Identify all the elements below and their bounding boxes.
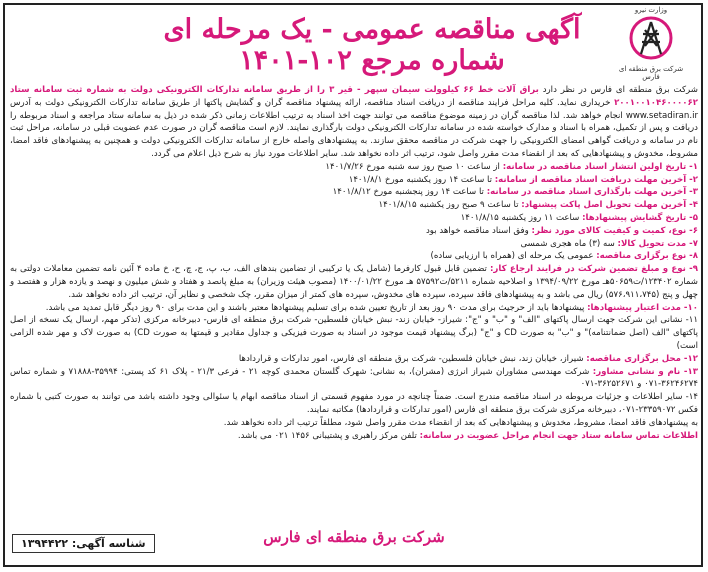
contact-label: اطلاعات تماس سامانه ستاد جهت انجام مراحل عضویت در سامانه:: [419, 430, 698, 441]
list-item: [10, 250, 698, 263]
organization-logo: [612, 6, 690, 86]
title-line-2: شماره مرجع ۱۰۲-۱۴۰۱: [239, 45, 505, 76]
intro-text-2: خریداری نماید. کلیه مراحل فرایند مناقصه از دریافت اسناد مناقصه، ارائه پیشنهاد مناقصه گران و گشایش پاکتها از طریق سامانه تدارکات الکترونیکی دولت به آدرس www.setadiran.ir انجام خواهد شد. لذا مناقصه گران در زمینه موضوع مناقصه می توانند جهت اخذ اسناد به ترتیب اطلاعات زمانی ذکر شده در ذیل به سامانه ستاد مراجعه و اسناد مربوطه را دریافت و پس از تکمیل، همراه با اسناد و مدارک خواسته شده در سامانه تدارکات الکترونیکی دولت بارگذاری نمایند. لازم است مناقصه گران در صورت عدم عضویت قبلی در سامانه، مراحل ثبت نام در سامانه و دریافت گواهی امضای الکترونیکی را جهت شرکت در مناقصه محقق سازند. به پیشنهادهای واصله خارج از سامانه تدارکات الکترونیکی دولت و همچنین به پیشنهادهای فاقد امضا، مشروط، مخدوش و پیشنهادهایی که بعد از انقضاء مدت مقرر واصل شود، ترتیب اثر داده نخواهد شد. سایر اطلاعات مورد نیاز به شرح ذیل اعلام می گردد.: [10, 97, 698, 159]
title-line-1: آگهی مناقصه عمومی - یک مرحله ای: [163, 14, 581, 45]
consultant-text: شرکت مهندسی مشاوران شیراز انرژی (مشران)، به نشانی: شهرک گلستان محمدی کوچه ۲۱ - فرعی ۲۱/۳ - پلاک ۶۱ کد پستی: ۳۵۹۹۴-۷۱۸۸۸ و شماره تماس ۳۶۲۴۶۲۷۴-۰۷۱ و ۳۶۲۵۲۶۷۱-۰۷۱: [10, 366, 698, 390]
contact-text: تلفن مرکز راهبری و پشتیبانی ۱۴۵۶ ۰۲۱ می باشد.: [237, 430, 420, 441]
note-paragraph: به پیشنهادهای فاقد امضا، مشروط، مخدوش و پیشنهادهایی که بعد از انقضاء مدت مقرر واصل شود، مطلقاً ترتیب اثر داده نخواهد شد.: [223, 417, 698, 428]
list-item: [10, 174, 698, 187]
address-paragraph: ۱۱- نشانی این شرکت جهت ارسال پاکتهای "الف" و "ب" و "ج": شیراز- خیابان زند- نبش خیابان فلسطین- شرکت برق منطقه ای فارس- دبیرخانه مرکزی (تذکر مهم، ارسال یک نسخه از اصل پاکتهای "الف (اصل ضمانتنامه)" و "ب" به صورت CD و "ج" (برگ پیشنهاد قیمت موجود در اسناد به صورت فیزیکی و جداول مقادیر و قیمتها به صورت CD) به صورت لاک و مهر شده الزامی است): [10, 315, 698, 351]
intro-text-1: شرکت برق منطقه ای فارس در نظر دارد: [538, 85, 698, 95]
item-value: ساعت ۱۱ روز یکشنبه ۱۴۰۱/۸/۱۵: [460, 212, 583, 223]
logo-top-text: وزارت نیرو: [634, 6, 668, 14]
guarantee-paragraph: [10, 263, 698, 301]
item-value: عمومی یک مرحله ای (همراه با ارزیابی ساده): [430, 251, 597, 262]
notice-body: [10, 84, 698, 524]
item-label: ۵- تاریخ گشایش پیشنهادها:: [582, 212, 698, 223]
item-value: وفق اسناد مناقصه خواهد بود: [425, 225, 532, 236]
validity-text: پیشنهادها باید از حرجیث برای مدت ۹۰ روز بعد از تاریخ تعیین شده برای تسلیم پیشنهادها معتبر باشند و این مدت برای ۹۰ روز دیگر قابل تمدید می باشد.: [45, 302, 588, 313]
item-label: ۶- نوع، کمیت و کیفیت کالای مورد نظر:: [531, 225, 698, 236]
intro-paragraph: [10, 84, 698, 161]
item-value: از ساعت ۱۰ صبح روز سه شنبه مورخ ۱۴۰۱/۷/۲۶: [325, 161, 503, 172]
list-item: [10, 225, 698, 238]
item-value: سه (۳) ماه هجری شمسی: [520, 238, 618, 249]
intro-highlight: براق آلات خط ۶۶ کیلوولت سیمان سپهر - قیر ۳ را از طریق سامانه تدارکات الکترونیکی دولت به شماره ثبت سامانه ستاد ۲۰۰۱۰۰۱۰۴۶۰۰۰۰۶۲: [10, 85, 698, 108]
validity-label: ۱۰- مدت اعتبار پیشنهادها:: [587, 302, 698, 313]
logo-bottom-text: شرکت برق منطقه ای فارس: [618, 65, 684, 81]
guarantee-text: تضمین قابل قبول کارفرما (شامل یک یا ترکیبی از تضامین بندهای الف، ب، پ، ج، چ، ح، خ ماده ۴ آئین نامه تضمین معاملات دولتی به شماره ۱۲۳۴۰۲/ت۵۰۶۵۹هـ مورخ ۱۳۹۴/۰۹/۲۲ و اصلاحیه شماره ۵۲۱۱/ت۵۷۵۹۲ هـ مورخ ۱۴۰۰/۰۱/۲۲ (مصوب هیئت وزیران) به مبلغ پانصد و هفتاد و شش میلیون و نهصد و یازده هزار و هفتصد و چهل و پنج (۵۷۶،۹۱۱،۷۴۵) ریال می باشد و به پیشنهادهای فاقد سپرده، سپرده های مخدوش، سپرده های کمتر از میزان مقرر، چک شخصی و نظایر آن، ترتیب اثر داده نخواهد شد.: [10, 264, 699, 300]
contact-paragraph: [10, 430, 698, 443]
item-label: ۳- آخرین مهلت بارگذاری اسناد مناقصه در سامانه:: [486, 187, 698, 198]
list-item: [10, 186, 698, 199]
venue-text: شیراز، خیابان زند، نبش خیابان فلسطین- شرکت برق منطقه ای فارس، امور تدارکات و قراردادها: [238, 353, 587, 364]
ad-id-badge: شناسه آگهی: ۱۳۹۴۴۲۲: [12, 534, 155, 553]
item-label: ۲- آخرین مهلت دریافت اسناد مناقصه از سامانه:: [494, 174, 698, 185]
item-value: تا ساعت ۱۴ روز پنجشنبه مورخ ۱۴۰۱/۸/۱۲: [332, 187, 487, 198]
item-label: ۱- تاریخ اولین انتشار اسناد مناقصه در سامانه:: [502, 161, 698, 172]
item-value: تا ساعت ۱۴ روز یکشنبه مورخ ۱۴۰۱/۸/۱: [348, 174, 495, 185]
item-label: ۸- نوع برگزاری مناقصه:: [596, 251, 698, 262]
item-label: ۴- آخرین مهلت تحویل اصل پاکت پیشنهاد:: [521, 200, 698, 211]
venue-paragraph: [10, 353, 698, 366]
schedule-list: [10, 161, 698, 263]
notice-header: [0, 0, 704, 84]
guarantee-label: ۹- نوع و مبلغ تضمین شرکت در فرایند ارجاع کار:: [490, 264, 699, 275]
list-item: [10, 199, 698, 212]
consultant-label: ۱۳- نام و نشانی مشاور:: [592, 366, 698, 377]
other-info-paragraph: ۱۴- سایر اطلاعات و جزئیات مربوطه در اسناد مناقصه مندرج است. ضمناً چنانچه در مورد مفهوم قسمتی از اسناد مناقصه ابهام یا سئوالی وجود داشته باشد می توانند به صورت کتبی با شماره فکس ۲۳۳۵۹۰۷۲-۰۷۱، دبیرخانه مرکزی شرکت برق منطقه ای فارس (امور تدارکات و قراردادها) مکاتبه نمایند.: [10, 392, 698, 415]
power-tower-icon: [629, 16, 673, 60]
validity-paragraph: [10, 302, 698, 315]
consultant-paragraph: [10, 366, 698, 392]
list-item: [10, 161, 698, 174]
item-label: ۷- مدت تحویل کالا:: [617, 238, 698, 249]
list-item: [10, 238, 698, 251]
list-item: [10, 212, 698, 225]
venue-label: ۱۲- محل برگزاری مناقصه:: [586, 353, 698, 364]
item-value: تا ساعت ۹ صبح روز یکشنبه ۱۴۰۱/۸/۱۵: [378, 200, 522, 211]
company-signature: شرکت برق منطقه ای فارس: [263, 528, 445, 546]
notice-title: [150, 14, 594, 76]
